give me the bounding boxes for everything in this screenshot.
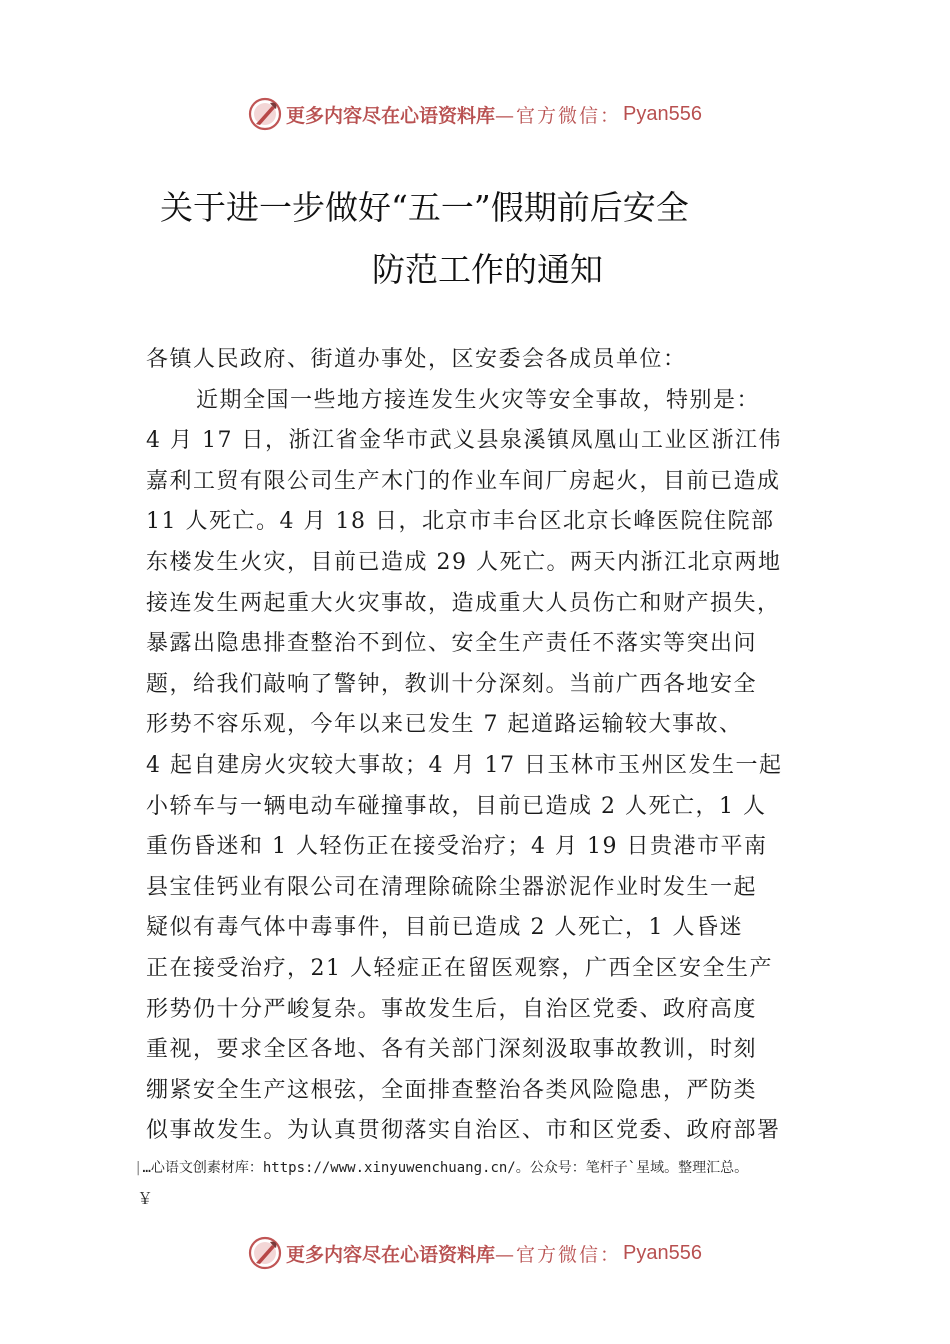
header-watermark	[0, 94, 950, 134]
watermark-wechat-id: Pyan556	[623, 102, 702, 125]
footer-watermark	[0, 1233, 950, 1273]
watermark-sub-text: —官方微信：	[495, 1243, 622, 1266]
body-line: 11 人死亡。4 月 18 日，北京市丰台区北京长峰医院住院部	[146, 509, 775, 535]
body-line: 疑似有毒气体中毒事件，目前已造成 2 人死亡，1 人昏迷	[146, 915, 743, 941]
body-line: 小轿车与一辆电动车碰撞事故，目前已造成 2 人死亡，1 人	[146, 793, 767, 819]
quill-seal-icon	[248, 1236, 282, 1270]
body-line: 正在接受治疗，21 人轻症正在留医观察，广西全区安全生产	[146, 955, 773, 981]
body-line: 嘉利工贸有限公司生产木门的作业车间厂房起火，目前已造成	[146, 468, 781, 494]
footnote-bar: |	[134, 1160, 143, 1176]
watermark-main-text: 更多内容尽在心语资料库	[286, 1243, 496, 1266]
body-line: 题，给我们敲响了警钟，教训十分深刻。当前广西各地安全	[146, 671, 758, 697]
body-line: 4 起自建房火灾较大事故；4 月 17 日玉林市玉州区发生一起	[146, 752, 783, 778]
body-line: 重视，要求全区各地、各有关部门深刻汲取事故教训，时刻	[146, 1037, 758, 1063]
body-line: 重伤昏迷和 1 人轻伤正在接受治疗；4 月 19 日贵港市平南	[146, 834, 768, 860]
body-line: 东楼发生火灾，目前已造成 29 人死亡。两天内浙江北京两地	[146, 549, 782, 575]
body-line: 近期全国一些地方接连发生火灾等安全事故，特别是：	[196, 387, 761, 413]
watermark-main-text: 更多内容尽在心语资料库	[286, 104, 496, 127]
watermark-sub-text: —官方微信：	[495, 104, 622, 127]
yen-mark: ￥	[137, 1189, 154, 1208]
watermark-wechat-id: Pyan556	[623, 1241, 702, 1264]
body-line: 接连发生两起重大火灾事故，造成重大人员伤亡和财产损失，	[146, 590, 781, 616]
body-line: 形势不容乐观，今年以来已发生 7 起道路运输较大事故、	[146, 712, 743, 738]
body-line: 绷紧安全生产这根弦，全面排查整治各类风险隐患，严防类	[146, 1077, 758, 1103]
document-body	[146, 340, 810, 1152]
title-line-2: 防范工作的通知	[372, 250, 603, 289]
body-line: 似事故发生。为认真贯彻落实自治区、市和区党委、政府部署	[146, 1118, 781, 1144]
footnote-text: …心语文创素材库：https://www.xinyuwenchuang.cn/。公众号：笔杆子`星域。整理汇总。	[142, 1160, 749, 1176]
body-line: 暴露出隐患排查整治不到位、安全生产责任不落实等突出问	[146, 631, 758, 657]
source-footnote	[134, 1158, 748, 1178]
body-line: 形势仍十分严峻复杂。事故发生后，自治区党委、政府高度	[146, 996, 758, 1022]
body-line: 4 月 17 日，浙江省金华市武义县泉溪镇凤凰山工业区浙江伟	[146, 428, 782, 454]
body-line: 县宝佳钙业有限公司在清理除硫除尘器淤泥作业时发生一起	[146, 874, 758, 900]
quill-seal-icon	[248, 97, 282, 131]
salutation: 各镇人民政府、街道办事处，区安委会各成员单位：	[146, 347, 687, 372]
title-line-1: 关于进一步做好“五一”假期前后安全	[160, 188, 689, 227]
